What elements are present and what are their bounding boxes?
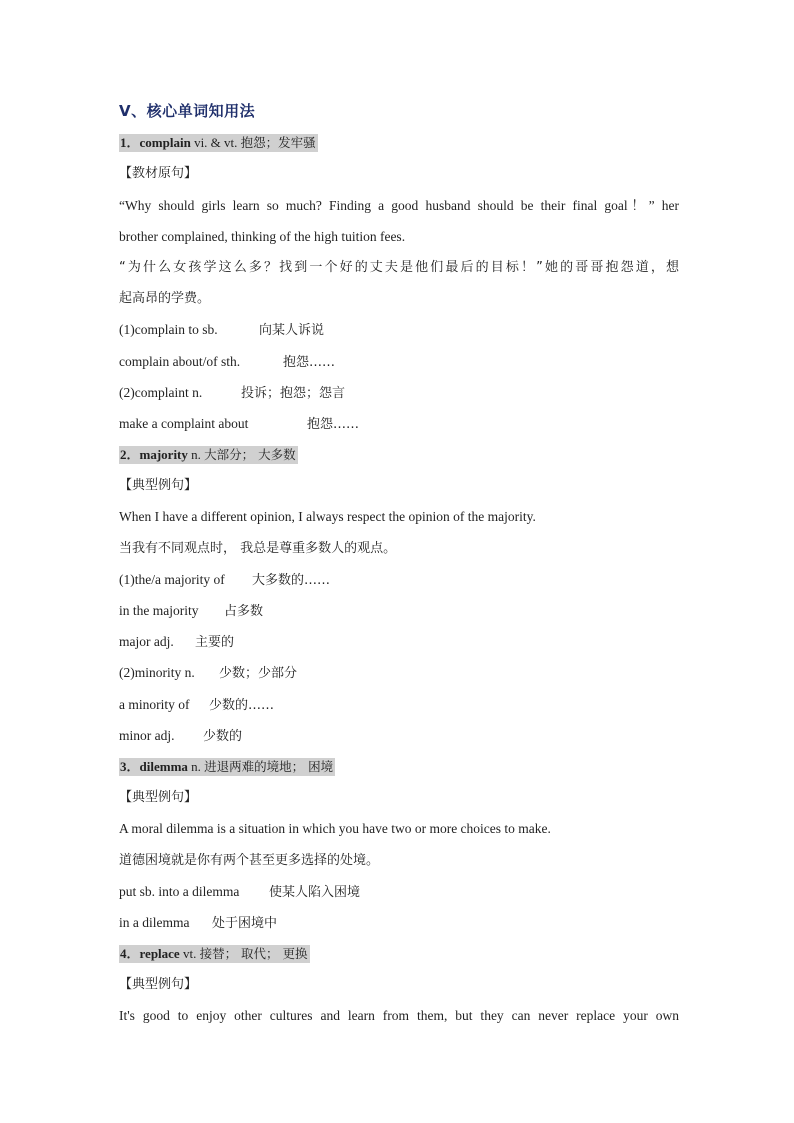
entry-meaning: 抱怨；发牢骚 (240, 135, 316, 151)
entry-pos: vt. (179, 946, 200, 962)
entry-meaning: 进退两难的境地； 困境 (204, 758, 334, 774)
entry-heading-dilemma (119, 751, 679, 782)
example-cn-line: 当我有不同观点时， 我总是尊重多数人的观点。 (119, 540, 397, 556)
phrase-cn: 使某人陷入困境 (269, 884, 361, 900)
phrase-cn: 少数的 (203, 728, 243, 744)
example-en-line: “Why should girls learn so much? Finding a good husband should be their final goal！” her (119, 197, 679, 213)
phrase-row (119, 689, 679, 720)
entry-number: 2． (120, 447, 140, 463)
example-en-line: brother complained, thinking of the high tuition fees. (119, 228, 406, 244)
example-en-line: When I have a different opinion, I always respect the opinion of the majority. (119, 509, 536, 525)
entry-heading-highlight (119, 945, 310, 963)
entry-heading-highlight (119, 758, 335, 776)
entry-pos: n. (187, 447, 205, 463)
phrase-row (119, 657, 679, 688)
phrase-row (119, 377, 679, 408)
example-label: 【典型例句】 (119, 977, 198, 993)
entry-heading-majority (119, 439, 679, 470)
phrase-cn: 处于困境中 (212, 915, 278, 931)
phrase-en: make a complaint about (119, 415, 249, 431)
phrase-cn: 向某人诉说 (259, 323, 325, 339)
phrase-en: major adj. (119, 634, 174, 650)
phrase-en: in a dilemma (119, 914, 190, 930)
phrase-cn: 投诉；抱怨；怨言 (241, 385, 346, 401)
example-label: 【教材原句】 (119, 166, 198, 182)
phrase-row (119, 595, 679, 626)
phrase-row (119, 564, 679, 595)
phrase-row (119, 876, 679, 907)
entry-word: majority (139, 447, 188, 463)
phrase-en: (2)minority n. (119, 665, 195, 681)
section-title: Ⅴ、核心单词知用法 (119, 102, 256, 120)
phrase-en: (1)the/a majority of (119, 571, 225, 587)
example-cn-line: “为什么女孩学这么多？找到一个好的丈夫是他们最后的目标！”她的哥哥抱怨道，想 (119, 259, 679, 275)
phrase-en: complain about/of sth. (119, 353, 241, 369)
phrase-row (119, 626, 679, 657)
phrase-cn: 抱怨…… (307, 416, 360, 432)
example-cn-line: 道德困境就是你有两个甚至更多选择的处境。 (119, 852, 380, 868)
entry-pos: vi. & vt. (190, 135, 241, 151)
phrase-cn: 占多数 (224, 604, 264, 619)
phrase-en: minor adj. (119, 727, 175, 743)
entry-heading-complain (119, 127, 679, 158)
phrase-en: (2)complaint n. (119, 384, 203, 400)
phrase-cn: 少数的…… (209, 697, 275, 713)
phrase-cn: 抱怨…… (283, 354, 336, 370)
phrase-en: a minority of (119, 696, 190, 712)
entry-meaning: 接替； 取代； 更换 (199, 946, 308, 962)
entry-heading-highlight (119, 134, 318, 152)
phrase-row (119, 346, 679, 377)
example-en-line: It's good to enjoy other cultures and learn from them, but they can never replace your own (119, 1008, 679, 1024)
example-en-line: A moral dilemma is a situation in which you have two or more choices to make. (119, 821, 551, 837)
phrase-row (119, 314, 679, 345)
document-page (119, 96, 679, 1032)
example-cn-line: 起高昂的学费。 (119, 291, 211, 307)
phrase-en: (1)complain to sb. (119, 322, 218, 338)
example-label: 【典型例句】 (119, 478, 198, 494)
entry-number: 1． (120, 135, 140, 151)
phrase-en: in the majority (119, 603, 199, 618)
phrase-cn: 大多数的…… (252, 572, 331, 588)
entry-number: 3． (120, 758, 140, 774)
phrase-cn: 少数；少部分 (219, 666, 298, 682)
entry-word: replace (139, 946, 180, 962)
phrase-cn: 主要的 (195, 635, 235, 651)
entry-heading-replace (119, 938, 679, 969)
entry-meaning: 大部分； 大多数 (204, 447, 296, 463)
phrase-row (119, 408, 679, 439)
phrase-en: put sb. into a dilemma (119, 883, 240, 899)
entry-pos: n. (187, 758, 205, 774)
entry-word: dilemma (139, 758, 188, 774)
phrase-row (119, 907, 679, 938)
phrase-row (119, 720, 679, 751)
entry-heading-highlight (119, 446, 298, 464)
entry-word: complain (139, 135, 191, 151)
example-label: 【典型例句】 (119, 790, 198, 806)
entry-number: 4． (120, 946, 140, 962)
